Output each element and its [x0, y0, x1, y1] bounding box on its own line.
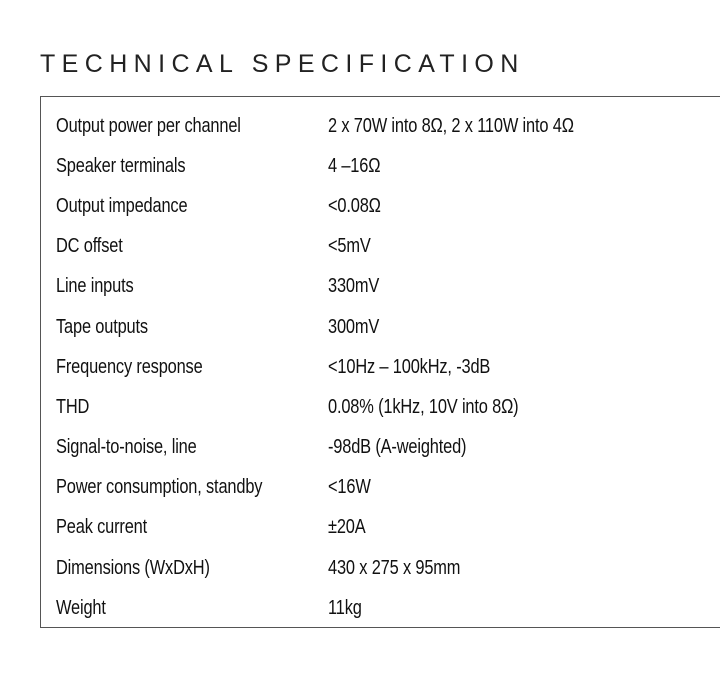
spec-value: 4 –16Ω: [328, 154, 381, 177]
spec-row-frequency-response: [56, 347, 628, 387]
spec-row-peak-current: [56, 508, 628, 548]
spec-value: 330mV: [328, 275, 380, 298]
spec-label: Output power per channel: [56, 114, 241, 137]
spec-label: Frequency response: [56, 355, 203, 378]
spec-value: <0.08Ω: [328, 194, 381, 217]
spec-value: 0.08% (1kHz, 10V into 8Ω): [328, 395, 519, 418]
spec-label: Signal-to-noise, line: [56, 436, 197, 459]
spec-row-dimensions: [56, 548, 628, 588]
spec-label: Speaker terminals: [56, 154, 186, 177]
spec-value: 300mV: [328, 315, 380, 338]
spec-value: 430 x 275 x 95mm: [328, 556, 461, 579]
spec-label: Output impedance: [56, 194, 188, 217]
spec-value: 11kg: [328, 596, 362, 619]
spec-row-signal-to-noise: [56, 428, 628, 468]
spec-value: <10Hz – 100kHz, -3dB: [328, 355, 491, 378]
spec-label: Tape outputs: [56, 315, 148, 338]
spec-row-speaker-terminals: [56, 146, 628, 186]
spec-row-output-impedance: [56, 186, 628, 226]
spec-label: Power consumption, standby: [56, 476, 263, 499]
spec-label: DC offset: [56, 235, 123, 258]
spec-label: Weight: [56, 596, 106, 619]
spec-row-line-inputs: [56, 267, 628, 307]
spec-row-output-power: [56, 106, 628, 146]
spec-row-weight: [56, 588, 628, 628]
spec-value: <5mV: [328, 235, 371, 258]
spec-row-thd: [56, 387, 628, 427]
spec-table-frame: [40, 96, 720, 628]
spec-value: 2 x 70W into 8Ω, 2 x 110W into 4Ω: [328, 114, 574, 137]
spec-row-dc-offset: [56, 227, 628, 267]
spec-table: [56, 106, 628, 628]
spec-row-power-consumption: [56, 468, 628, 508]
spec-value: -98dB (A-weighted): [328, 436, 467, 459]
spec-label: THD: [56, 395, 90, 418]
spec-label: Dimensions (WxDxH): [56, 556, 210, 579]
spec-value: <16W: [328, 476, 371, 499]
spec-label: Peak current: [56, 516, 148, 539]
spec-row-tape-outputs: [56, 307, 628, 347]
spec-label: Line inputs: [56, 275, 134, 298]
section-title: TECHNICAL SPECIFICATION: [40, 50, 525, 78]
spec-value: ±20A: [328, 516, 366, 539]
